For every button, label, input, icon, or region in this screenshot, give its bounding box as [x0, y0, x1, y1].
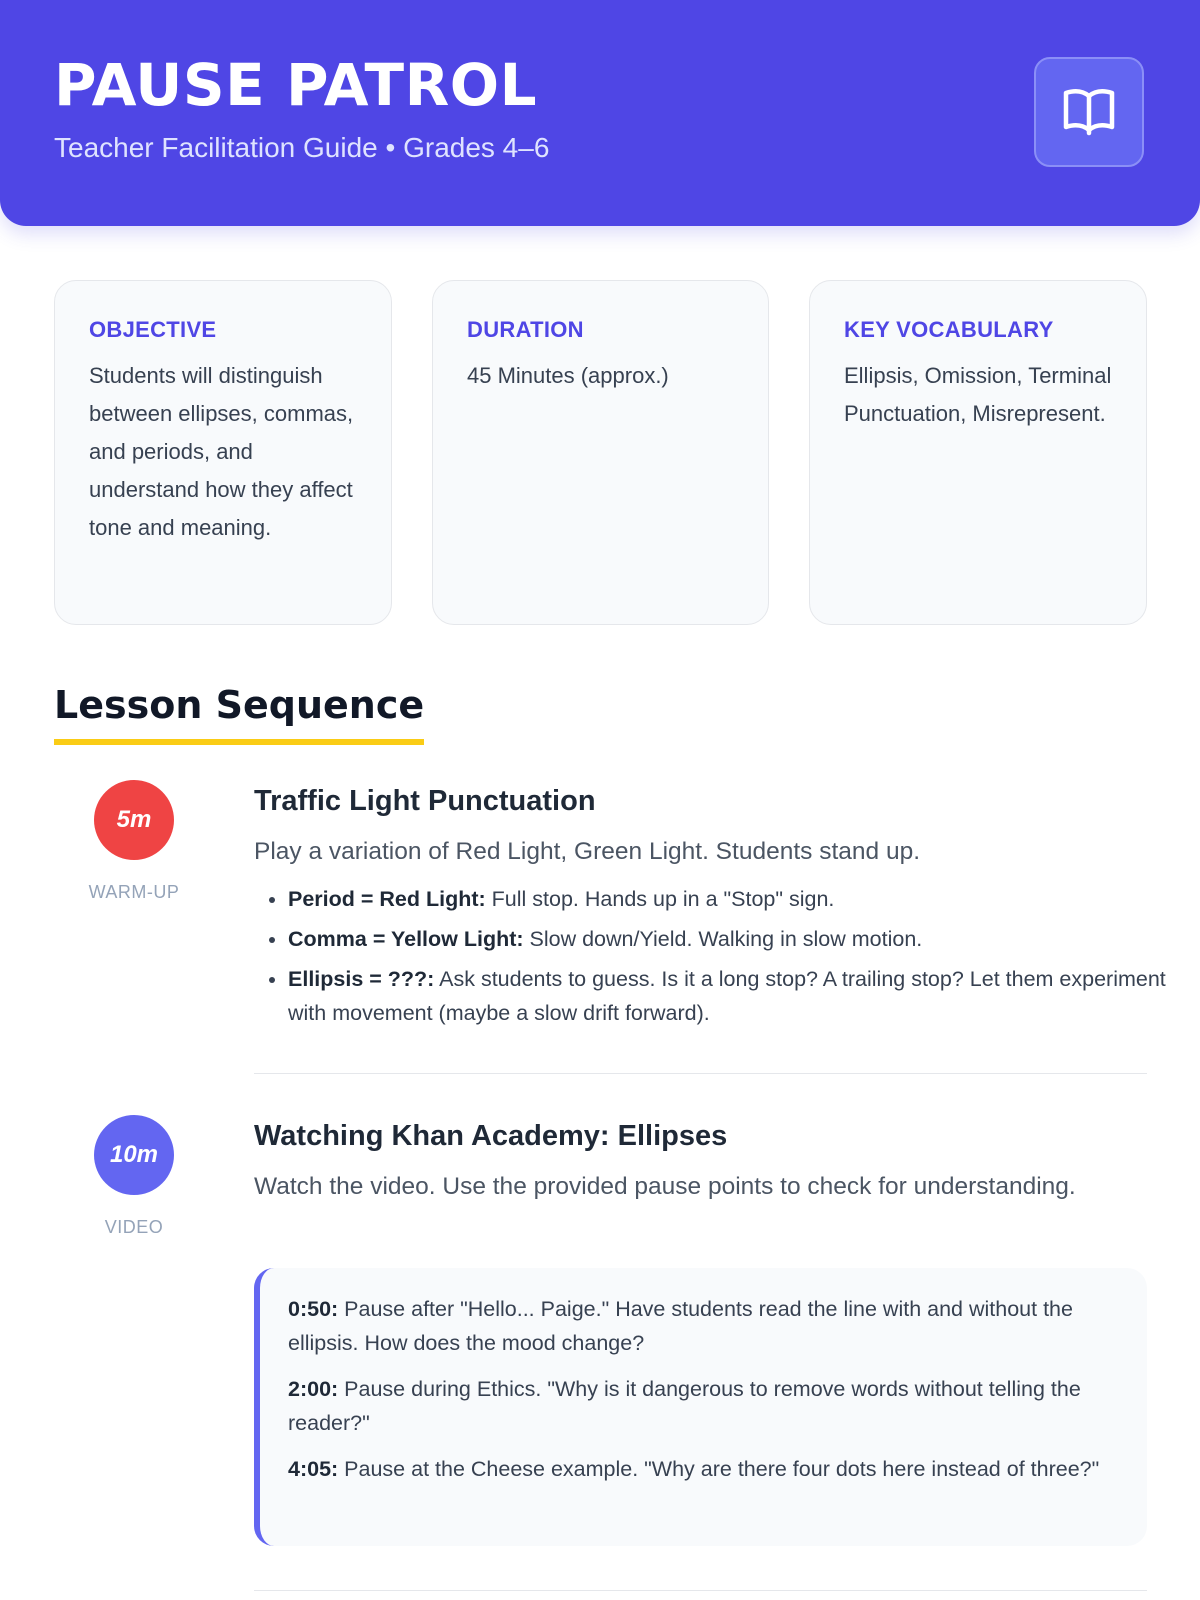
- warmup-time-badge: 5m: [94, 780, 174, 860]
- duration-label: DURATION: [467, 317, 584, 342]
- video-time-badge: 10m: [94, 1115, 174, 1195]
- pause-point-item: [288, 1372, 1117, 1440]
- pause-points-callout: [254, 1268, 1147, 1546]
- lesson-sequence-heading: Lesson Sequence: [54, 683, 424, 745]
- bullet-term: Ellipsis = ???:: [288, 967, 435, 991]
- book-open-icon: [1062, 87, 1116, 137]
- list-item: [288, 962, 1168, 1030]
- objective-label: OBJECTIVE: [89, 317, 217, 342]
- bullet-text: Ask students to guess. Is it a long stop? A trailing stop? Let them experiment with movement (maybe a slow drift forward).: [288, 967, 1166, 1025]
- page-title: PAUSE PATROL: [54, 51, 538, 119]
- warmup-bullet-list: [254, 882, 1168, 1036]
- step-divider: [254, 1590, 1147, 1591]
- page-subtitle: Teacher Facilitation Guide • Grades 4–6: [54, 132, 550, 163]
- list-item: [288, 882, 1168, 916]
- step-divider: [254, 1073, 1147, 1074]
- header-banner: [0, 0, 1200, 226]
- video-step-title: Watching Khan Academy: Ellipses: [254, 1120, 728, 1152]
- objective-text: Students will distinguish between ellipses, commas, and periods, and understand how they affect tone and meaning.: [89, 363, 354, 541]
- vocabulary-text: Ellipsis, Omission, Terminal Punctuation, Misrepresent.: [844, 363, 1112, 427]
- pause-point-item: [288, 1292, 1117, 1360]
- pause-timestamp: 0:50:: [288, 1297, 339, 1321]
- pause-text: Pause at the Cheese example. "Why are there four dots here instead of three?": [338, 1457, 1100, 1481]
- video-step-description: Watch the video. Use the provided pause points to check for understanding.: [254, 1173, 1076, 1200]
- video-phase-label: VIDEO: [104, 1217, 164, 1237]
- objective-card: [54, 280, 392, 625]
- pause-timestamp: 4:05:: [288, 1457, 339, 1481]
- pause-timestamp: 2:00:: [288, 1377, 339, 1401]
- guide-book-button[interactable]: [1034, 57, 1144, 167]
- warmup-step-title: Traffic Light Punctuation: [254, 785, 596, 817]
- warmup-step-description: Play a variation of Red Light, Green Light. Students stand up.: [254, 838, 920, 865]
- vocabulary-label: KEY VOCABULARY: [844, 317, 1054, 342]
- bullet-term: Comma = Yellow Light:: [288, 927, 524, 951]
- pause-text: Pause after "Hello... Paige." Have students read the line with and without the ellipsis. How does the mood change?: [288, 1297, 1073, 1355]
- bullet-term: Period = Red Light:: [288, 887, 486, 911]
- list-item: [288, 922, 1168, 956]
- duration-card: [432, 280, 769, 625]
- bullet-text: Full stop. Hands up in a "Stop" sign.: [485, 887, 835, 911]
- warmup-phase-label: WARM-UP: [88, 882, 180, 902]
- pause-point-item: [288, 1452, 1117, 1486]
- vocabulary-card: [809, 280, 1147, 625]
- bullet-text: Slow down/Yield. Walking in slow motion.: [523, 927, 923, 951]
- duration-text: 45 Minutes (approx.): [467, 363, 669, 389]
- pause-text: Pause during Ethics. "Why is it dangerous to remove words without telling the reader?": [288, 1377, 1081, 1435]
